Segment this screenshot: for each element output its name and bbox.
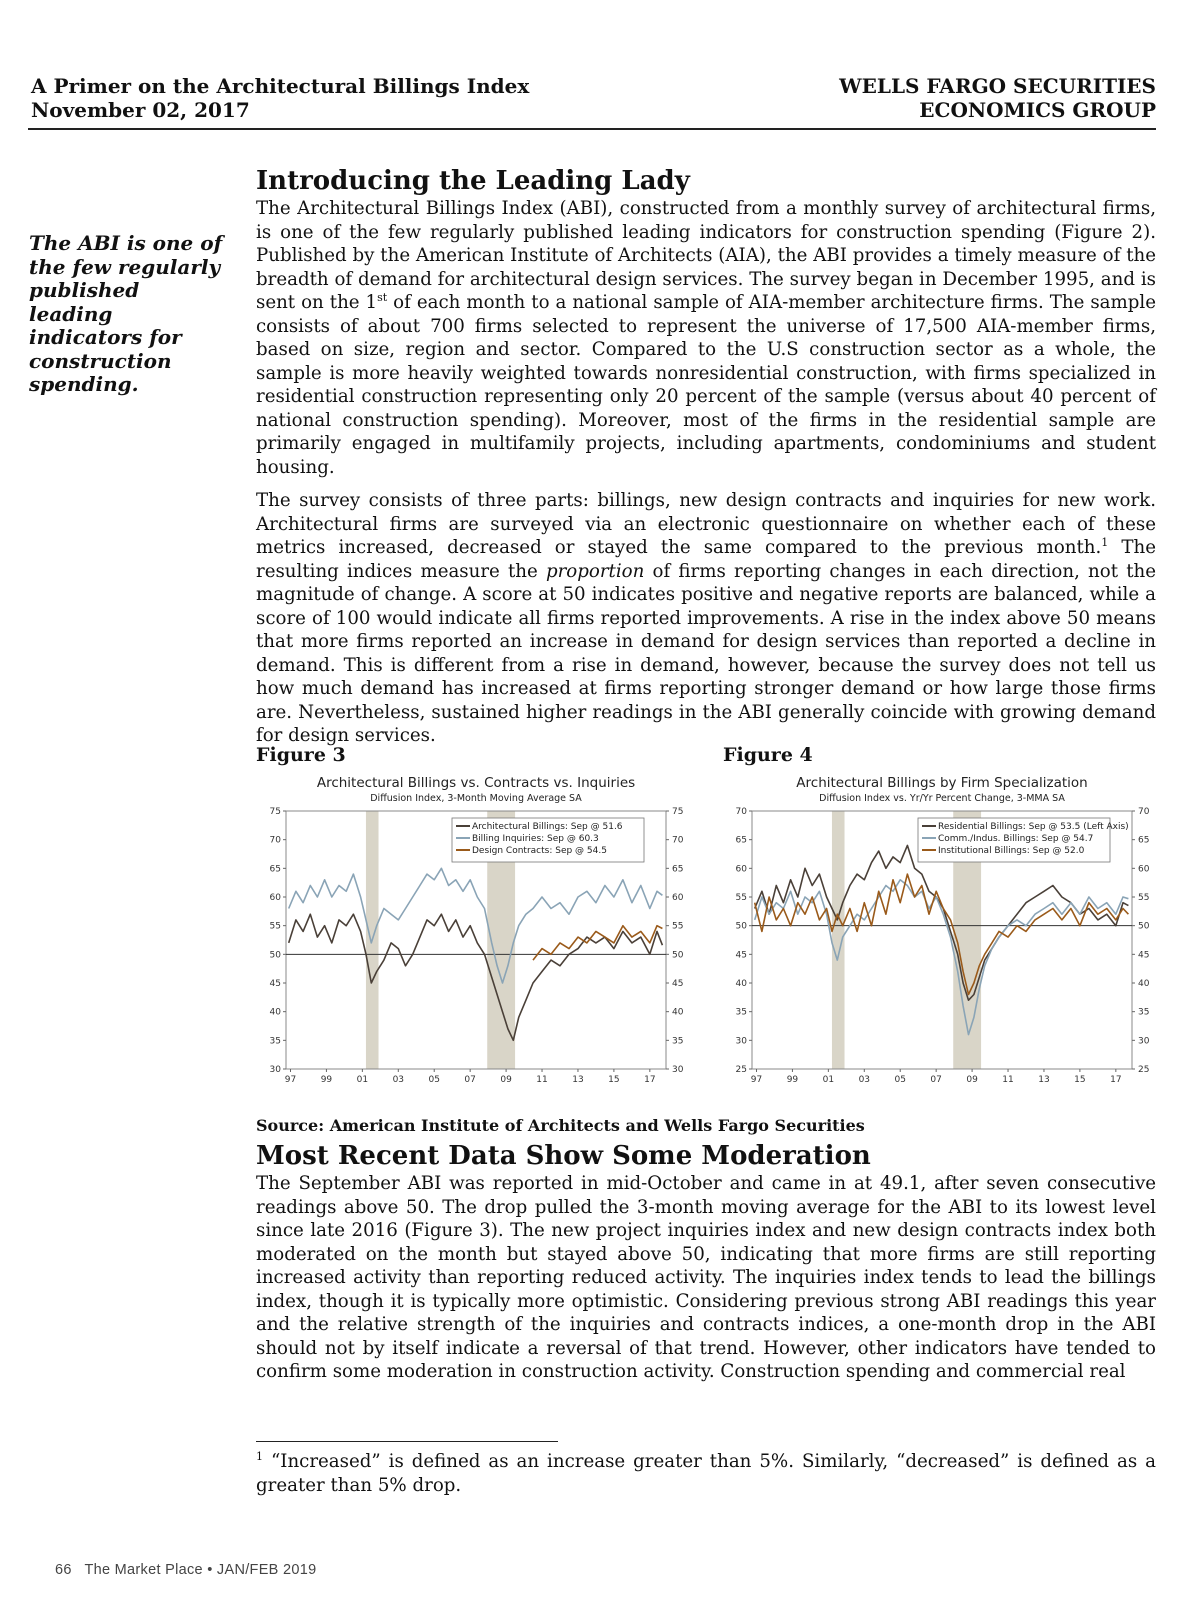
y-tick-right: 60 (672, 893, 684, 903)
legend-entry: Institutional Billings: Sep @ 52.0 (938, 846, 1085, 856)
x-tick-label: 03 (858, 1075, 871, 1085)
section2-heading: Most Recent Data Show Some Moderation (256, 1141, 871, 1171)
y-tick-left: 70 (735, 807, 747, 817)
x-tick-label: 11 (536, 1075, 548, 1085)
x-tick-label: 17 (1110, 1075, 1122, 1085)
y-tick-left: 35 (735, 1007, 747, 1018)
y-tick-left: 55 (735, 893, 747, 903)
y-tick-left: 30 (735, 1036, 747, 1047)
y-tick-left: 45 (269, 979, 281, 989)
y-tick-left: 45 (735, 950, 747, 961)
x-tick-label: 09 (966, 1075, 978, 1085)
legend-entry: Design Contracts: Sep @ 54.5 (472, 846, 607, 856)
header-org-line1: WELLS FARGO SECURITIES (839, 74, 1156, 98)
y-tick-left: 50 (269, 950, 281, 961)
figure4-chart (722, 774, 1162, 1094)
x-tick-label: 13 (572, 1075, 584, 1085)
section2-paragraph1: The September ABI was reported in mid-October and came in at 49.1, after seven consecutive readings above 50. The drop pulled the 3-month moving average for the ABI to its lowest level since late 2016 (Figure 3). The new project inquiries index and new design contracts index both moderated on the month but stayed above 50, indicating that more firms are still reporting increased activity than reporting reduced activity. The inquiries index tends to lead the billings index, though it is typically more optimistic. Considering previous strong ABI readings this year and the relative strength of the inquiries and contracts indices, a one-month drop in the ABI should not by itself indicate a reversal of that trend. However, other indicators have tended to confirm some moderation in construction activity. Construction spending and commercial real (256, 1173, 1156, 1382)
footnote-marker: 1 (256, 1449, 263, 1463)
x-tick-label: 15 (608, 1075, 620, 1085)
y-tick-right: 55 (672, 921, 684, 932)
y-tick-right: 50 (672, 950, 684, 961)
chart-legend (452, 818, 644, 862)
y-tick-left: 25 (735, 1065, 747, 1075)
chart-svg (256, 774, 696, 1094)
y-tick-right: 55 (1138, 893, 1150, 903)
y-tick-right: 75 (672, 807, 684, 817)
y-tick-right: 70 (672, 835, 684, 846)
chart-subtitle: Diffusion Index, 3-Month Moving Average SA (370, 793, 582, 804)
y-tick-right: 65 (1138, 835, 1150, 846)
series-line (755, 845, 1129, 1000)
figure3-chart (256, 774, 696, 1094)
y-tick-left: 35 (269, 1036, 281, 1047)
section-recent-data (256, 1140, 1156, 1384)
y-tick-left: 65 (269, 864, 281, 875)
y-tick-left: 70 (269, 835, 281, 846)
x-tick-label: 03 (392, 1075, 405, 1085)
series-line (289, 914, 663, 1040)
publication-line: The Market Place • JAN/FEB 2019 (84, 1562, 317, 1578)
y-tick-left: 55 (269, 921, 281, 932)
header-title: A Primer on the Architectural Billings Index (31, 74, 530, 98)
y-tick-right: 30 (672, 1065, 684, 1075)
y-tick-right: 35 (1138, 1007, 1150, 1018)
legend-entry: Architectural Billings: Sep @ 51.6 (472, 822, 623, 832)
y-tick-left: 75 (269, 807, 281, 817)
x-tick-label: 99 (320, 1075, 333, 1085)
x-tick-label: 15 (1074, 1075, 1086, 1085)
x-tick-label: 05 (428, 1075, 440, 1085)
figure3-label: Figure 3 (256, 744, 346, 766)
x-tick-label: 09 (500, 1075, 512, 1085)
chart-title: Architectural Billings vs. Contracts vs. Inquiries (316, 775, 636, 791)
y-tick-right: 65 (672, 864, 684, 875)
margin-sidenote: The ABI is one of the few regularly published leading indicators for construction spending. (29, 231, 223, 396)
legend-entry: Comm./Indus. Billings: Sep @ 54.7 (938, 834, 1094, 844)
y-tick-right: 50 (1138, 921, 1150, 932)
header-org-line2: ECONOMICS GROUP (919, 98, 1156, 122)
footnote-rule (256, 1441, 558, 1442)
y-tick-left: 40 (735, 979, 747, 989)
x-tick-label: 97 (750, 1075, 763, 1085)
figure-source: Source: American Institute of Architects and Wells Fargo Securities (256, 1116, 865, 1135)
chart-svg (722, 774, 1162, 1094)
y-tick-left: 60 (735, 864, 747, 875)
footnote: $^1$ “Increased” is defined as an increase greater than 5%. Similarly, “decreased” is defined as a greater than 5% drop. (256, 1449, 1156, 1496)
x-tick-label: 99 (786, 1075, 799, 1085)
y-tick-right: 60 (1138, 864, 1150, 875)
legend-entry: Residential Billings: Sep @ 53.5 (Left Axis) (938, 822, 1129, 832)
y-tick-right: 40 (1138, 979, 1150, 989)
y-tick-right: 35 (672, 1036, 684, 1047)
section-introducing (256, 165, 1156, 748)
page-number: 66 (55, 1562, 72, 1578)
series-line (289, 868, 663, 983)
x-tick-label: 97 (284, 1075, 297, 1085)
y-tick-right: 25 (1138, 1065, 1150, 1075)
section1-paragraph2: The survey consists of three parts: billings, new design contracts and inquiries for new work. Architectural firms are surveyed via an electronic questionnaire on whether each of these metrics increased, decreased or stayed the same compared to the previous month.$^1$ The resulting indices measure the proportion of firms reporting changes in each direction, not the magnitude of change. A score at 50 indicates positive and negative reports are balanced, while a score of 100 would indicate all firms reported improvements. A rise in the index above 50 means that more firms reported an increase in demand for design services than reported a decline in demand. This is different from a rise in demand, however, because the survey does not tell us how much demand has increased at firms reporting stronger demand or how large those firms are. Nevertheless, sustained higher readings in the ABI generally coincide with growing demand for design services. (256, 490, 1157, 746)
x-tick-label: 11 (1002, 1075, 1014, 1085)
y-tick-left: 60 (269, 893, 281, 903)
x-tick-label: 07 (930, 1075, 942, 1085)
y-tick-right: 45 (672, 979, 684, 989)
series-line (755, 874, 1129, 994)
section1-paragraph1: The Architectural Billings Index (ABI), constructed from a monthly survey of architectural firms, is one of the few regularly published leading indicators for construction spending (Figure 2). Published by the American Institute of Architects (AIA), the ABI provides a timely measure of the breadth of demand for architectural design services. The survey began in December 1995, and is sent on the 1st of each month to a national sample of AIA-member architecture firms. The sample consists of about 700 firms selected to represent the universe of 17,500 AIA-member firms, based on size, region and sector. Compared to the U.S construction sector as a whole, the sample is more heavily weighted towards nonresidential construction, with firms specialized in residential construction representing only 20 percent of the sample (versus about 40 percent of national construction spending). Moreover, most of the firms in the residential sample are primarily engaged in multifamily projects, including apartments, condominiums and student housing. (256, 198, 1156, 478)
header-date: November 02, 2017 (31, 98, 250, 122)
y-tick-right: 45 (1138, 950, 1150, 961)
x-tick-label: 13 (1038, 1075, 1050, 1085)
y-tick-left: 65 (735, 835, 747, 846)
y-tick-left: 40 (269, 1007, 281, 1018)
chart-subtitle: Diffusion Index vs. Yr/Yr Percent Change, 3-MMA SA (819, 793, 1065, 804)
x-tick-label: 17 (644, 1075, 656, 1085)
section1-heading: Introducing the Leading Lady (256, 166, 690, 196)
x-tick-label: 07 (464, 1075, 476, 1085)
chart-title: Architectural Billings by Firm Specialization (796, 775, 1088, 791)
running-header-right (839, 74, 1156, 122)
y-tick-right: 40 (672, 1007, 684, 1018)
x-tick-label: 05 (894, 1075, 906, 1085)
legend-entry: Billing Inquiries: Sep @ 60.3 (472, 834, 599, 844)
header-rule (28, 128, 1156, 130)
figure4-label: Figure 4 (723, 744, 813, 766)
y-tick-right: 30 (1138, 1036, 1150, 1047)
y-tick-right: 70 (1138, 807, 1150, 817)
running-header-left (31, 74, 529, 122)
page-footer (55, 1562, 316, 1578)
x-tick-label: 01 (356, 1075, 369, 1085)
x-tick-label: 01 (822, 1075, 835, 1085)
chart-legend (918, 818, 1129, 862)
y-tick-left: 30 (269, 1065, 281, 1075)
y-tick-left: 50 (735, 921, 747, 932)
